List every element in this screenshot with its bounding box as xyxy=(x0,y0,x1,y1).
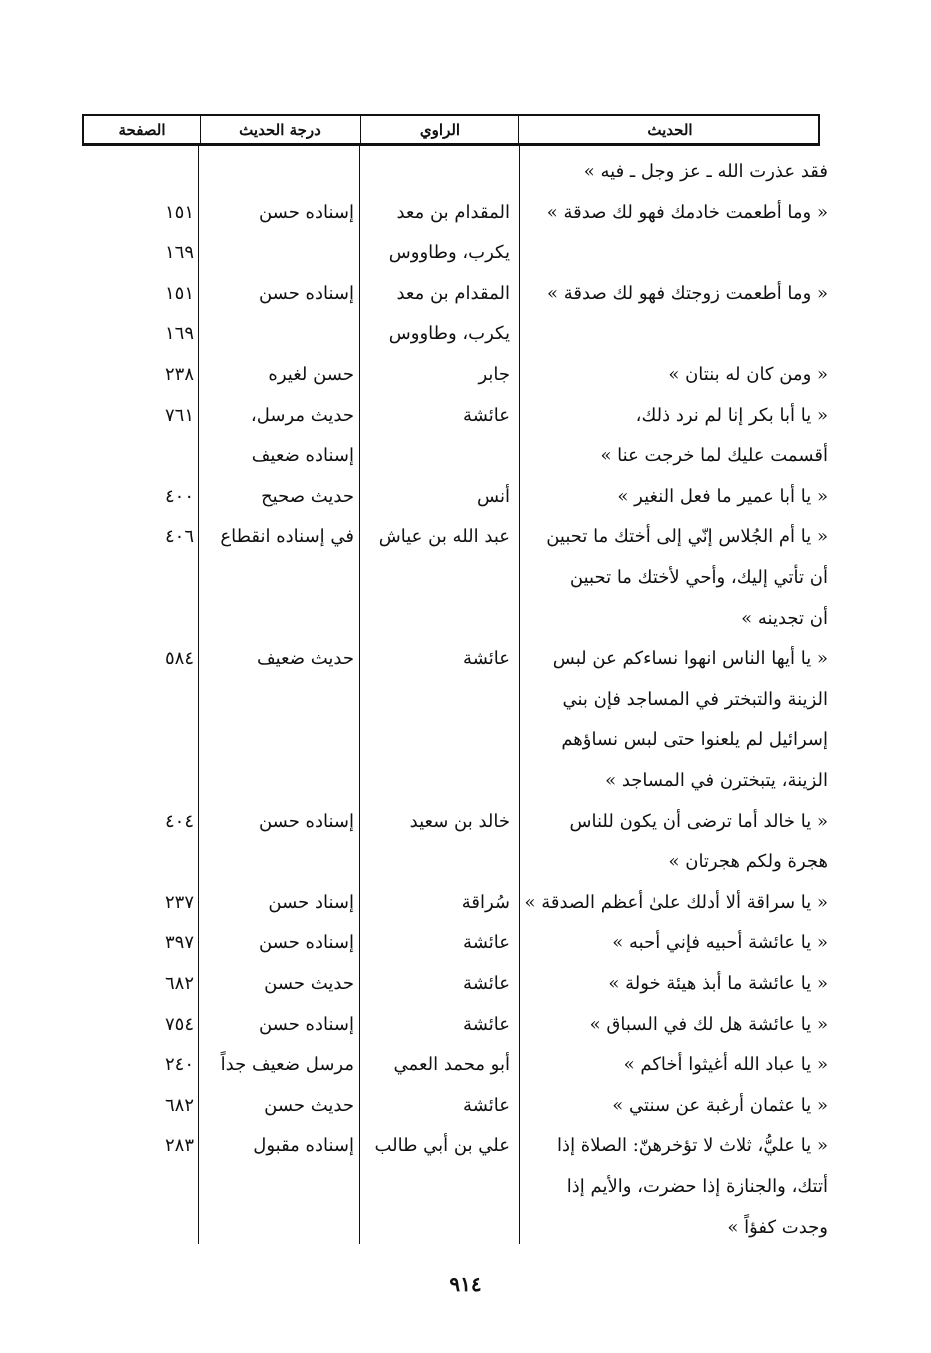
grade-cell: حديث ضعيف xyxy=(256,648,354,670)
header-divider xyxy=(360,116,361,143)
page-cell: ٢٣٨ xyxy=(164,364,194,385)
page-cell: ٢٣٧ xyxy=(164,891,194,913)
narrator-cell: عبد الله بن عياش xyxy=(378,526,510,548)
hadith-cell: الزينة والتبختر في المساجد فإن بني xyxy=(562,688,828,710)
narrator-cell xyxy=(362,436,510,476)
hadith-cell: إسرائيل لم يلعنوا حتى لبس نساؤهم xyxy=(561,729,828,751)
header-grade: درجة الحديث xyxy=(239,120,321,139)
page-cell: ٤٠٠ xyxy=(164,485,194,507)
page-cell xyxy=(82,1167,194,1207)
narrator-cell xyxy=(362,1167,510,1207)
table-row xyxy=(82,558,828,598)
page-cell: ٧٥٤ xyxy=(164,1013,194,1035)
table-row xyxy=(82,314,820,354)
grade-cell xyxy=(202,152,354,192)
hadith-cell: هجرة ولكم هجرتان » xyxy=(668,851,828,873)
hadith-cell xyxy=(522,314,828,354)
narrator-cell: عائشة xyxy=(463,404,510,426)
grade-cell: إسناده حسن xyxy=(258,1013,354,1035)
hadith-cell: وجدت كفؤاً » xyxy=(727,1216,828,1238)
narrator-cell: يكرب، وطاووس xyxy=(388,242,510,264)
page-cell: ٦٨٢ xyxy=(164,973,194,994)
grade-cell: إسناده ضعيف xyxy=(251,445,354,467)
table-row xyxy=(82,761,828,801)
narrator-cell: خالد بن سعيد xyxy=(409,810,510,832)
table-row xyxy=(82,1086,828,1126)
table-row xyxy=(82,274,828,314)
hadith-cell: « يا أبا عمير ما فعل النغير » xyxy=(617,485,828,507)
narrator-cell xyxy=(362,720,510,760)
grade-cell xyxy=(202,1167,354,1207)
grade-cell: في إسناده انقطاع xyxy=(220,526,354,548)
narrator-cell: يكرب، وطاووس xyxy=(388,323,510,345)
hadith-cell: « يا عباد الله أغيثوا أخاكم » xyxy=(623,1054,828,1076)
table-row xyxy=(82,477,828,517)
table-row xyxy=(82,720,828,760)
table-row xyxy=(82,923,828,963)
hadith-cell xyxy=(522,233,828,273)
grade-cell xyxy=(202,1208,354,1248)
table-row xyxy=(82,193,828,233)
page-cell: ١٦٩ xyxy=(164,242,194,264)
table-row xyxy=(82,1045,828,1085)
hadith-cell: « وما أطعمت خادمك فهو لك صدقة » xyxy=(546,201,828,223)
table-row xyxy=(82,436,828,476)
narrator-cell xyxy=(362,558,510,598)
table-row xyxy=(82,355,828,395)
table-row xyxy=(82,517,828,557)
table-row xyxy=(82,639,828,679)
narrator-cell xyxy=(362,599,510,639)
narrator-cell: عائشة xyxy=(463,1013,510,1035)
page-cell xyxy=(82,720,194,760)
hadith-cell: أتتك، والجنازة إذا حضرت، والأيم إذا xyxy=(566,1176,828,1197)
grade-cell: حديث حسن xyxy=(264,973,354,994)
page-cell xyxy=(82,436,194,476)
table-row xyxy=(82,1167,828,1207)
table-row xyxy=(82,1126,828,1166)
hadith-cell: الزينة، يتبخترن في المساجد » xyxy=(605,770,828,791)
grade-cell xyxy=(202,720,354,760)
narrator-cell xyxy=(362,152,510,192)
grade-cell: حديث صحيح xyxy=(261,485,354,507)
page-cell: ٤٠٦ xyxy=(164,526,194,548)
header-rawi: الراوي xyxy=(419,120,461,139)
table-header xyxy=(82,114,820,146)
page-cell: ١٥١ xyxy=(164,282,194,304)
grade-cell: إسناده مقبول xyxy=(253,1135,354,1157)
hadith-cell: « يا سراقة ألا أدلك علىٰ أعظم الصدقة » xyxy=(524,891,828,913)
header-divider xyxy=(518,116,519,143)
page-cell: ٢٨٣ xyxy=(164,1135,194,1157)
hadith-cell: « يا خالد أما ترضى أن يكون للناس xyxy=(569,810,828,832)
hadith-cell: « يا عثمان أرغبة عن سنتي » xyxy=(612,1094,828,1116)
narrator-cell: جابر xyxy=(478,364,510,385)
narrator-cell: عائشة xyxy=(463,973,510,994)
grade-cell: إسناده حسن xyxy=(258,201,354,223)
narrator-cell: عائشة xyxy=(463,648,510,670)
page-cell xyxy=(82,599,194,639)
narrator-cell: أبو محمد العمي xyxy=(393,1054,510,1076)
page-cell xyxy=(82,842,194,882)
grade-cell xyxy=(202,680,354,720)
table-row xyxy=(82,842,828,882)
grade-cell: إسناده حسن xyxy=(258,282,354,304)
grade-cell xyxy=(202,314,354,354)
page-cell xyxy=(82,761,194,801)
page-cell: ٢٤٠ xyxy=(164,1054,194,1076)
table-row xyxy=(82,883,828,923)
page-cell: ١٥١ xyxy=(164,201,194,223)
table-row xyxy=(82,152,828,192)
grade-cell xyxy=(202,233,354,273)
grade-cell: إسناده حسن xyxy=(258,810,354,832)
header-page: الصفحة xyxy=(118,120,166,139)
page-cell xyxy=(82,680,194,720)
narrator-cell: عائشة xyxy=(463,932,510,954)
hadith-cell: « يا أبا بكر إنا لم نرد ذلك، xyxy=(635,404,828,426)
hadith-cell: « يا عليُّ، ثلاث لا تؤخرهنّ: الصلاة إذا xyxy=(557,1135,828,1157)
table-row xyxy=(82,964,828,1004)
narrator-cell: عائشة xyxy=(463,1094,510,1116)
table-row xyxy=(82,396,828,436)
page-number: ٩١٤ xyxy=(449,1272,482,1296)
header-hadith: الحديث xyxy=(647,120,693,139)
table-row xyxy=(82,1208,828,1248)
hadith-cell: فقد عذرت الله ـ عز وجل ـ فيه » xyxy=(583,161,828,182)
hadith-cell: « يا أم الجُلاس إنّي إلى أختك ما تحبين xyxy=(546,526,828,548)
narrator-cell xyxy=(362,761,510,801)
narrator-cell: المقدام بن معد xyxy=(396,282,510,304)
grade-cell: إسناد حسن xyxy=(268,891,354,913)
page-cell: ٣٩٧ xyxy=(164,932,194,954)
hadith-cell: « يا عائشة ما أبذ هيئة خولة » xyxy=(608,973,828,994)
hadith-cell: « يا عائشة هل لك في السباق » xyxy=(589,1013,828,1035)
table-row xyxy=(82,233,820,273)
narrator-cell: أنس xyxy=(477,485,510,507)
hadith-cell: أقسمت عليك لما خرجت عنا » xyxy=(600,445,828,467)
narrator-cell xyxy=(362,680,510,720)
narrator-cell: علي بن أبي طالب xyxy=(374,1135,510,1157)
table-row xyxy=(82,1005,828,1045)
narrator-cell xyxy=(362,1208,510,1248)
page-cell xyxy=(82,558,194,598)
narrator-cell: المقدام بن معد xyxy=(396,201,510,223)
narrator-cell xyxy=(362,842,510,882)
hadith-cell: « وما أطعمت زوجتك فهو لك صدقة » xyxy=(547,282,828,304)
page-cell: ١٦٩ xyxy=(164,323,194,345)
grade-cell xyxy=(202,558,354,598)
grade-cell: حديث مرسل، xyxy=(250,404,354,426)
page-cell xyxy=(82,1208,194,1248)
hadith-cell: « ومن كان له بنتان » xyxy=(668,364,828,385)
grade-cell: حسن لغيره xyxy=(268,364,354,385)
grade-cell xyxy=(202,599,354,639)
grade-cell: مرسل ضعيف جداً xyxy=(220,1054,354,1076)
table-row xyxy=(82,599,828,639)
hadith-cell: « يا عائشة أحبيه فإني أحبه » xyxy=(612,932,828,954)
hadith-cell: أن تجدينه » xyxy=(741,607,828,629)
page-cell xyxy=(82,152,194,192)
hadith-cell: أن تأتي إليك، وأحي لأختك ما تحبين xyxy=(569,567,828,588)
page-cell: ٥٨٤ xyxy=(164,648,194,670)
grade-cell: إسناده حسن xyxy=(258,932,354,954)
table-row xyxy=(82,802,828,842)
table-row xyxy=(82,680,828,720)
page-cell: ٧٦١ xyxy=(164,404,194,426)
grade-cell: حديث حسن xyxy=(264,1094,354,1116)
page-cell: ٤٠٤ xyxy=(164,810,194,832)
header-divider xyxy=(200,116,201,143)
grade-cell xyxy=(202,761,354,801)
grade-cell xyxy=(202,842,354,882)
page-cell: ٦٨٢ xyxy=(164,1094,194,1116)
hadith-cell: « يا أيها الناس انهوا نساءكم عن لبس xyxy=(552,648,828,670)
narrator-cell: سُراقة xyxy=(461,891,510,913)
